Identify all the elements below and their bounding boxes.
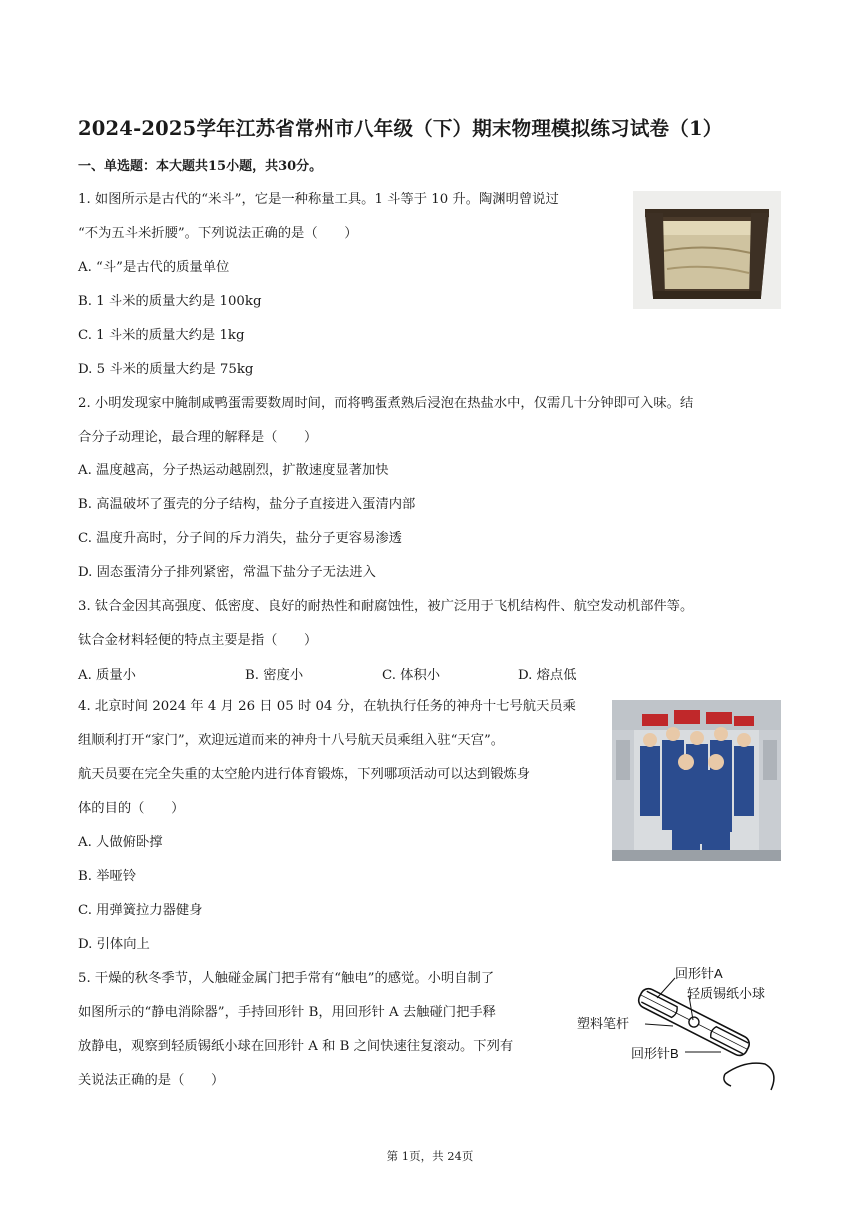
rice-measure-photo xyxy=(633,191,781,313)
q1-stem-line-1: 1. 如图所示是古代的“米斗”，它是一种称量工具。1 斗等于 10 升。陶渊明曾说过 xyxy=(78,192,559,207)
q4-option-a: A. 人做俯卧撑 xyxy=(78,835,163,850)
q4-stem-line-1: 4. 北京时间 2024 年 4 月 26 日 05 时 04 分，在轨执行任务的神舟十七号航天员乘 xyxy=(78,699,576,714)
q2-option-b: B. 高温破坏了蛋壳的分子结构，盐分子直接进入蛋清内部 xyxy=(78,497,416,512)
q3-option-d: D. 熔点低 xyxy=(518,668,577,683)
q3-option-c: C. 体积小 xyxy=(382,668,441,683)
static-eliminator-diagram xyxy=(575,964,785,1098)
q5-stem-line-3: 放静电，观察到轻质锡纸小球在回形针 A 和 B 之间快速往复滚动。下列有 xyxy=(78,1039,514,1054)
q2-option-a: A. 温度越高，分子热运动越剧烈，扩散速度显著加快 xyxy=(78,463,389,478)
label-paperclip-b: 回形针B xyxy=(631,1046,679,1061)
q2-stem-line-2: 合分子动理论，最合理的解释是（ ） xyxy=(78,430,318,445)
label-plastic-pen: 塑料笔杆 xyxy=(577,1016,630,1031)
q2-option-d: D. 固态蛋清分子排列紧密，常温下盐分子无法进入 xyxy=(78,565,376,580)
q4-stem-line-3: 航天员要在完全失重的太空舱内进行体育锻炼，下列哪项活动可以达到锻炼身 xyxy=(78,767,531,782)
q4-option-b: B. 举哑铃 xyxy=(78,869,137,884)
q3-stem-line-1: 3. 钛合金因其高强度、低密度、良好的耐热性和耐腐蚀性，被广泛用于飞机结构件、航空发动机部件等。 xyxy=(78,599,694,614)
q5-stem-line-2: 如图所示的“静电消除器”，手持回形针 B，用回形针 A 去触碰门把手释 xyxy=(78,1005,496,1020)
q5-stem-line-1: 5. 干燥的秋冬季节，人触碰金属门把手常有“触电”的感觉。小明自制了 xyxy=(78,971,495,986)
q4-stem-line-2: 组顺利打开“家门”，欢迎远道而来的神舟十八号航天员乘组入驻“天宫”。 xyxy=(78,733,505,748)
q1-option-a: A. “斗”是古代的质量单位 xyxy=(78,260,230,275)
page-footer: 第 1页，共 24页 xyxy=(386,1149,474,1163)
q3-option-a: A. 质量小 xyxy=(78,668,136,683)
label-paperclip-a: 回形针A xyxy=(675,966,723,981)
q1-option-c: C. 1 斗米的质量大约是 1kg xyxy=(78,328,245,343)
astronauts-photo xyxy=(612,700,781,865)
q4-stem-line-4: 体的目的（ ） xyxy=(78,801,185,816)
q4-option-c: C. 用弹簧拉力器健身 xyxy=(78,903,203,918)
page-title: 2024-2025学年江苏省常州市八年级（下）期末物理模拟练习试卷（1） xyxy=(78,117,723,140)
q2-stem-line-1: 2. 小明发现家中腌制咸鸭蛋需要数周时间，而将鸭蛋煮熟后浸泡在热盐水中，仅需几十分钟即可入味。结 xyxy=(78,396,694,411)
q2-option-c: C. 温度升高时，分子间的斥力消失，盐分子更容易渗透 xyxy=(78,531,402,546)
q3-option-b: B. 密度小 xyxy=(245,668,304,683)
q1-option-b: B. 1 斗米的质量大约是 100kg xyxy=(78,294,262,309)
q4-option-d: D. 引体向上 xyxy=(78,937,150,952)
q5-stem-line-4: 关说法正确的是（ ） xyxy=(78,1073,225,1088)
q3-stem-line-2: 钛合金材料轻便的特点主要是指（ ） xyxy=(78,633,318,648)
q1-stem-line-2: “不为五斗米折腰”。下列说法正确的是（ ） xyxy=(78,226,358,241)
q1-option-d: D. 5 斗米的质量大约是 75kg xyxy=(78,362,254,377)
label-foil-ball: 轻质锡纸小球 xyxy=(687,986,766,1001)
section-heading: 一、单选题：本大题共15小题，共30分。 xyxy=(78,159,323,174)
